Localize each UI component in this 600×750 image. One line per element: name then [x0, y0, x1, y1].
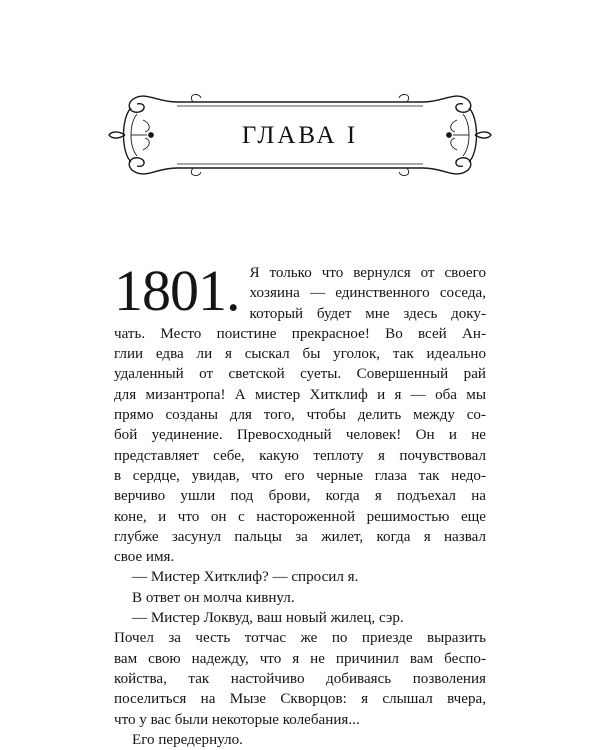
text-line: прямо созданы для того, чтобы делить между со-	[114, 407, 486, 424]
opening-paragraph	[114, 258, 486, 567]
text-line: поселиться на Мызе Скворцов: я слышал вчера,	[114, 691, 486, 708]
text-line: представляет себе, какую теплоту я почувствовал	[114, 447, 486, 464]
text-line: — Мистер Локвуд, ваш новый жилец, сэр.	[132, 610, 404, 627]
text-line: в сердце, увидав, что его черные глаза так недо-	[114, 467, 486, 484]
text-line: который будет мне здесь доку-	[249, 305, 486, 322]
text-line: Почел за честь тотчас же по приезде выразить	[114, 630, 486, 647]
narration-line: В ответ он молча кивнул.	[132, 589, 295, 606]
text-line: глии едва ли я сыскал бы уголок, так идеально	[114, 346, 486, 363]
text-line: бой уединение. Превосходный человек! Он и не	[114, 427, 486, 444]
chapter-title: ГЛАВА I	[241, 122, 359, 149]
chapter-body	[114, 258, 486, 750]
text-line: койства, так настойчиво добиваясь позволения	[114, 670, 486, 687]
text-line: коне, и что он с настороженной решимостью еще	[114, 508, 486, 525]
dialogue-line: — Мистер Хитклиф? — спросил я.	[132, 569, 359, 586]
text-line: хозяина — единственного соседа,	[249, 285, 486, 302]
chapter-header-frame	[107, 84, 493, 186]
text-line: для мизантропа! А мистер Хитклиф и я — оба мы	[114, 386, 486, 403]
text-line: глубже засунул пальцы за жилет, когда я назвал	[114, 528, 486, 545]
text-line: вам свою надежду, что я не причинил вам беспо-	[114, 650, 486, 667]
text-line: удаленный от светской суеты. Совершенный рай	[114, 366, 486, 383]
text-line: Я только что вернулся от своего	[249, 265, 486, 281]
text-line: что у вас были некоторые колебания...	[114, 711, 360, 728]
text-line: чать. Место поистине прекрасное! Во всей Ан-	[114, 325, 486, 342]
narration-line: Его передернуло.	[132, 731, 243, 748]
dialogue-paragraph	[114, 608, 486, 730]
year-dropcap: 1801.	[114, 258, 240, 323]
text-line: свое имя.	[114, 549, 175, 566]
text-line: верчиво ушли под брови, когда я подъехал на	[114, 488, 486, 505]
